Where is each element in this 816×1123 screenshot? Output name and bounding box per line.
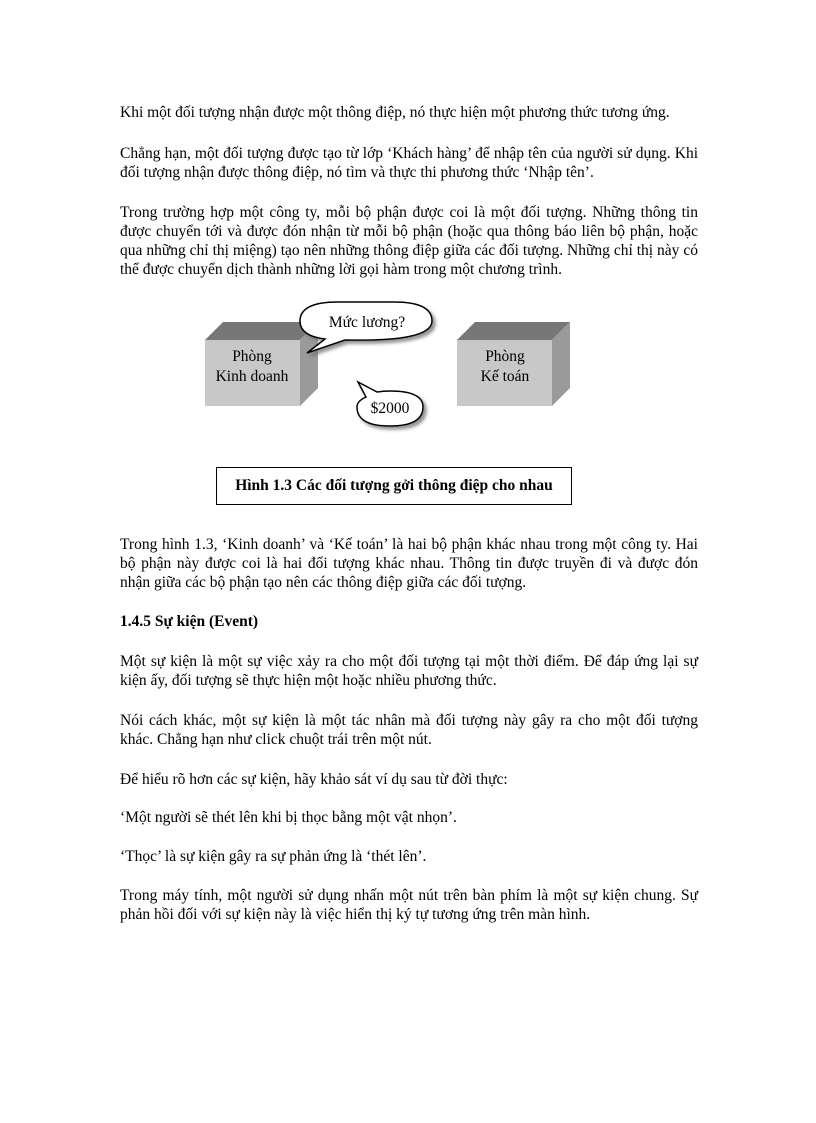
paragraph-3: Trong trường hợp một công ty, mỗi bộ phận được coi là một đối tượng. Những thông tin được chuyển tới và được đón nhận từ mỗi bộ phận (hoặc qua thông báo liên bộ phận, hoặc qua những chỉ thị miệng) tạo nên những thông điệp giữa các đối tượng. Những chỉ thị này có thể được chuyển dịch thành những lời gọi hàm trong một chương trình. xyxy=(120,204,698,278)
box-ke-toan xyxy=(457,322,570,406)
figure-diagram xyxy=(195,300,615,460)
box-right-top xyxy=(457,322,570,340)
box-left-line2: Kinh doanh xyxy=(215,368,289,385)
paragraph-1: Khi một đối tượng nhận được một thông điệp, nó thực hiện một phương thức tương ứng. xyxy=(120,104,670,121)
paragraph-6: Nói cách khác, một sự kiện là một tác nhân mà đối tượng này gây ra cho một đối tượng khác. Chẳng hạn như click chuột trái trên một nút. xyxy=(120,712,698,748)
figure-caption: Hình 1.3 Các đối tượng gởi thông điệp cho nhau xyxy=(235,477,553,494)
box-right-line2: Kế toán xyxy=(480,368,530,385)
figure-caption-box xyxy=(216,467,572,505)
paragraph-10: Trong máy tính, một người sử dụng nhấn một nút trên bàn phím là một sự kiện chung. Sự phản hồi đối với sự kiện này là việc hiển thị ký tự tương ứng trên màn hình. xyxy=(120,887,698,923)
paragraph-8: ‘Một người sẽ thét lên khi bị thọc bằng một vật nhọn’. xyxy=(120,809,457,826)
paragraph-7: Để hiểu rõ hơn các sự kiện, hãy khảo sát ví dụ sau từ đời thực: xyxy=(120,771,508,788)
box-left-line1: Phòng xyxy=(232,348,272,365)
paragraph-5: Một sự kiện là một sự việc xảy ra cho một đối tượng tại một thời điểm. Để đáp ứng lại sự kiện ấy, đối tượng sẽ thực hiện một hoặc nhiều phương thức. xyxy=(120,653,698,689)
section-heading: 1.4.5 Sự kiện (Event) xyxy=(120,613,259,630)
paragraph-4: Trong hình 1.3, ‘Kinh doanh’ và ‘Kế toán’ là hai bộ phận khác nhau trong một công ty. Hai bộ phận này được coi là hai đối tượng khác nhau. Thông tin được truyền đi và được đón nhận giữa các bộ phận tạo nên các thông điệp giữa các đối tượng. xyxy=(120,536,698,591)
bubble-bottom-text: $2000 xyxy=(370,400,410,417)
box-kinh-doanh xyxy=(205,322,318,406)
paragraph-2: Chẳng hạn, một đối tượng được tạo từ lớp ‘Khách hàng’ để nhập tên của người sử dụng. Khi đối tượng nhận được thông điệp, nó tìm và thực thi phương thức ‘Nhập tên’. xyxy=(120,145,698,181)
box-right-line1: Phòng xyxy=(485,348,525,365)
bubble-top-text: Mức lương? xyxy=(328,314,406,331)
figure-objects-messages xyxy=(195,300,615,460)
paragraph-9: ‘Thọc’ là sự kiện gây ra sự phản ứng là ‘thét lên’. xyxy=(120,848,427,865)
